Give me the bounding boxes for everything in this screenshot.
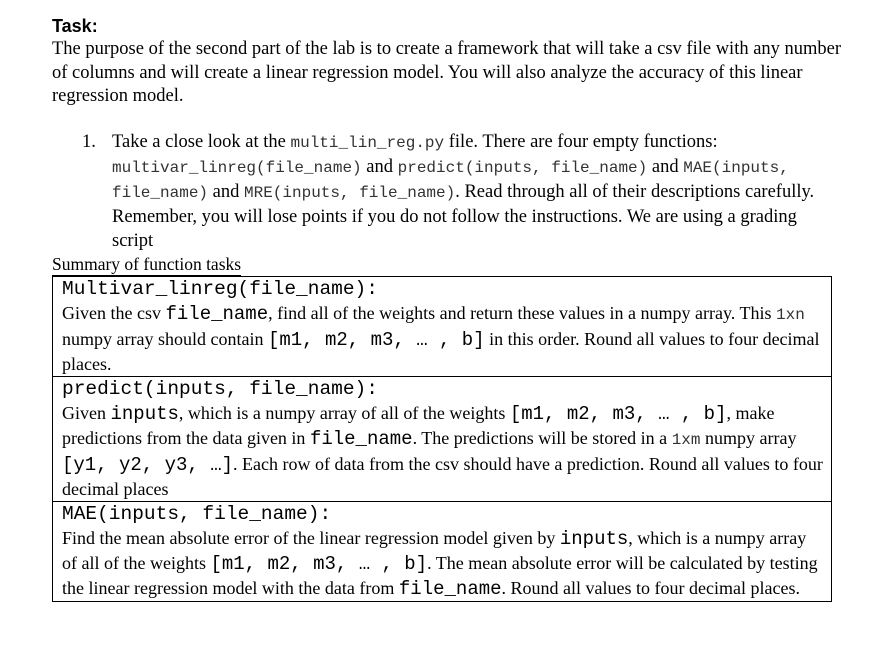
- function-code: predict(inputs, file_name): [397, 158, 648, 177]
- desc-text: , find all of the weights and return these values in a numpy array. This: [268, 302, 776, 323]
- list-item: [52, 130, 842, 253]
- function-description: [62, 401, 823, 501]
- function-heading: MAE(inputs, file_name):: [62, 502, 332, 525]
- function-heading: Multivar_linreg(file_name):: [62, 277, 378, 300]
- function-summary-table: [52, 276, 832, 602]
- list-text: file. There are four empty functions:: [444, 131, 718, 152]
- table-cell: [53, 501, 832, 601]
- desc-code: file_name: [398, 577, 502, 600]
- desc-text: , which is a numpy array of all of the weights: [178, 402, 510, 423]
- desc-text: , which is a numpy array of all of the weights: [62, 527, 807, 573]
- desc-text: numpy array: [700, 427, 797, 448]
- table-row: [53, 501, 832, 601]
- desc-text: in this order. Round all values to four decimal places.: [62, 328, 820, 374]
- desc-code: [y1, y2, y3, …]: [62, 453, 234, 476]
- desc-code: file_name: [309, 427, 413, 450]
- desc-code: [m1, m2, m3, … , b]: [267, 328, 485, 351]
- desc-code: [m1, m2, m3, … , b]: [210, 552, 428, 575]
- table-cell: [53, 276, 832, 376]
- function-code: multivar_linreg(file_name): [112, 158, 362, 177]
- desc-text: . Round all values to four decimal places.: [501, 577, 800, 598]
- function-description: [62, 301, 823, 376]
- desc-text: Given the csv: [62, 302, 166, 323]
- desc-code: inputs: [559, 527, 629, 550]
- list-text: Take a close look at the: [112, 131, 291, 152]
- table-row: [53, 376, 832, 501]
- task-intro: The purpose of the second part of the lab is to create a framework that will take a csv file with any number of columns and will create a linear regression model. You will also analyze the accuracy of this linear regression model.: [52, 39, 842, 106]
- table-cell: [53, 376, 832, 501]
- list-text: and: [208, 181, 244, 202]
- desc-text: . Each row of data from the csv should have a prediction. Round all values to four decimal places: [62, 453, 823, 499]
- function-heading: predict(inputs, file_name):: [62, 377, 378, 400]
- desc-code: file_name: [165, 302, 269, 325]
- instruction-list: [52, 130, 842, 253]
- function-description: [62, 526, 823, 601]
- desc-text: Find the mean absolute error of the linear regression model given by: [62, 527, 560, 548]
- desc-text: numpy array should contain: [62, 328, 268, 349]
- function-code: MAE(inputs, file_name): [112, 158, 789, 202]
- desc-text: , make predictions from the data given in: [62, 402, 775, 448]
- list-number: 1.: [82, 131, 96, 152]
- desc-text: . The predictions will be stored in a: [412, 427, 672, 448]
- desc-code: [m1, m2, m3, … , b]: [509, 402, 727, 425]
- function-code: MRE(inputs, file_name): [243, 183, 456, 202]
- desc-text: . The mean absolute error will be calculated by testing the linear regression model with the data from: [62, 552, 818, 598]
- file-name-code: multi_lin_reg.py: [290, 133, 445, 152]
- list-text: and: [647, 156, 684, 177]
- document-page: [52, 14, 842, 602]
- list-text: . Read through all of their descriptions carefully. Remember, you will lose points if you do not follow the instructions. We are using a grading script: [112, 181, 815, 251]
- desc-code: inputs: [110, 402, 179, 425]
- list-text: and: [361, 156, 398, 177]
- task-heading: Task:: [52, 16, 98, 36]
- desc-code: 1xn: [775, 305, 805, 324]
- table-row: [53, 276, 832, 376]
- summary-label: Summary of function tasks: [52, 253, 242, 274]
- desc-code: 1xm: [671, 430, 701, 449]
- desc-text: Given: [62, 402, 111, 423]
